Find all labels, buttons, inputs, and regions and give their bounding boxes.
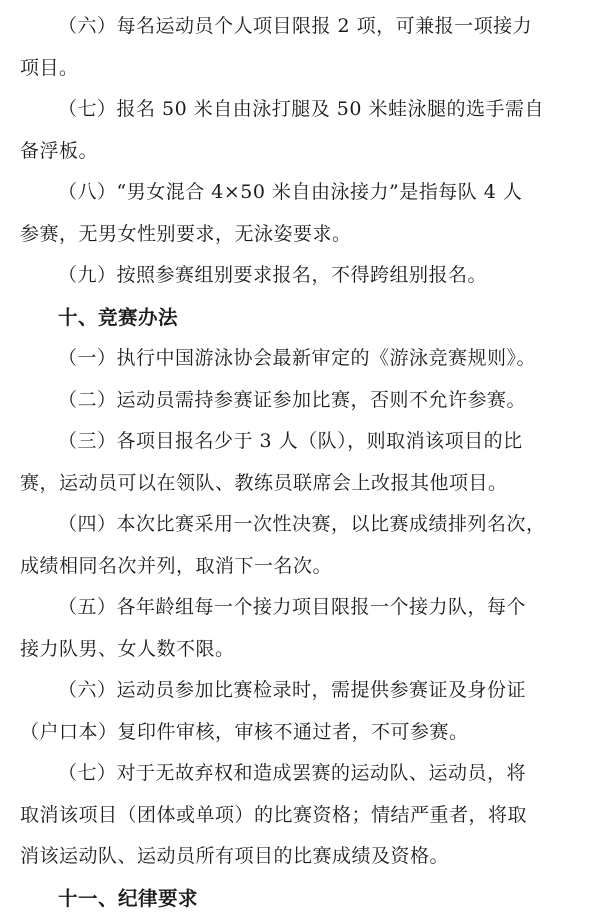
- paragraph-line: （九）按照参赛组别要求报名，不得跨组别报名。: [20, 255, 580, 297]
- paragraph-line: （七）报名 50 米自由泳打腿及 50 米蛙泳腿的选手需自: [20, 89, 580, 131]
- document-page: [20, 6, 580, 919]
- paragraph-line: 消该运动队、运动员所有项目的比赛成绩及资格。: [20, 836, 580, 878]
- paragraph-line: （五）各年龄组每一个接力项目限报一个接力队，每个: [20, 587, 580, 629]
- paragraph-line: 赛，运动员可以在领队、教练员联席会上改报其他项目。: [20, 463, 580, 505]
- paragraph-line: （二）运动员需持参赛证参加比赛，否则不允许参赛。: [20, 380, 580, 422]
- paragraph-line: （四）本次比赛采用一次性决赛，以比赛成绩排列名次，: [20, 504, 580, 546]
- paragraph-line: （三）各项目报名少于 3 人（队），则取消该项目的比: [20, 421, 580, 463]
- paragraph-line: （一）执行中国游泳协会最新审定的《游泳竞赛规则》。: [20, 338, 580, 380]
- paragraph-line: 取消该项目（团体或单项）的比赛资格；情结严重者，将取: [20, 795, 580, 837]
- section-heading: 十、竞赛办法: [20, 297, 580, 339]
- paragraph-line: 备浮板。: [20, 131, 580, 173]
- paragraph-line: 项目。: [20, 48, 580, 90]
- paragraph-line: （六）每名运动员个人项目限报 2 项，可兼报一项接力: [20, 6, 580, 48]
- paragraph-line: 参赛，无男女性别要求，无泳姿要求。: [20, 214, 580, 256]
- paragraph-line: 成绩相同名次并列，取消下一名次。: [20, 546, 580, 588]
- paragraph-line: 接力队男、女人数不限。: [20, 629, 580, 671]
- paragraph-line: （七）对于无故弃权和造成罢赛的运动队、运动员，将: [20, 753, 580, 795]
- paragraph-line: （六）运动员参加比赛检录时，需提供参赛证及身份证: [20, 670, 580, 712]
- paragraph-line: （八）“男女混合 4×50 米自由泳接力”是指每队 4 人: [20, 172, 580, 214]
- section-heading: 十一、纪律要求: [20, 878, 580, 919]
- paragraph-line: （户口本）复印件审核，审核不通过者，不可参赛。: [20, 712, 580, 754]
